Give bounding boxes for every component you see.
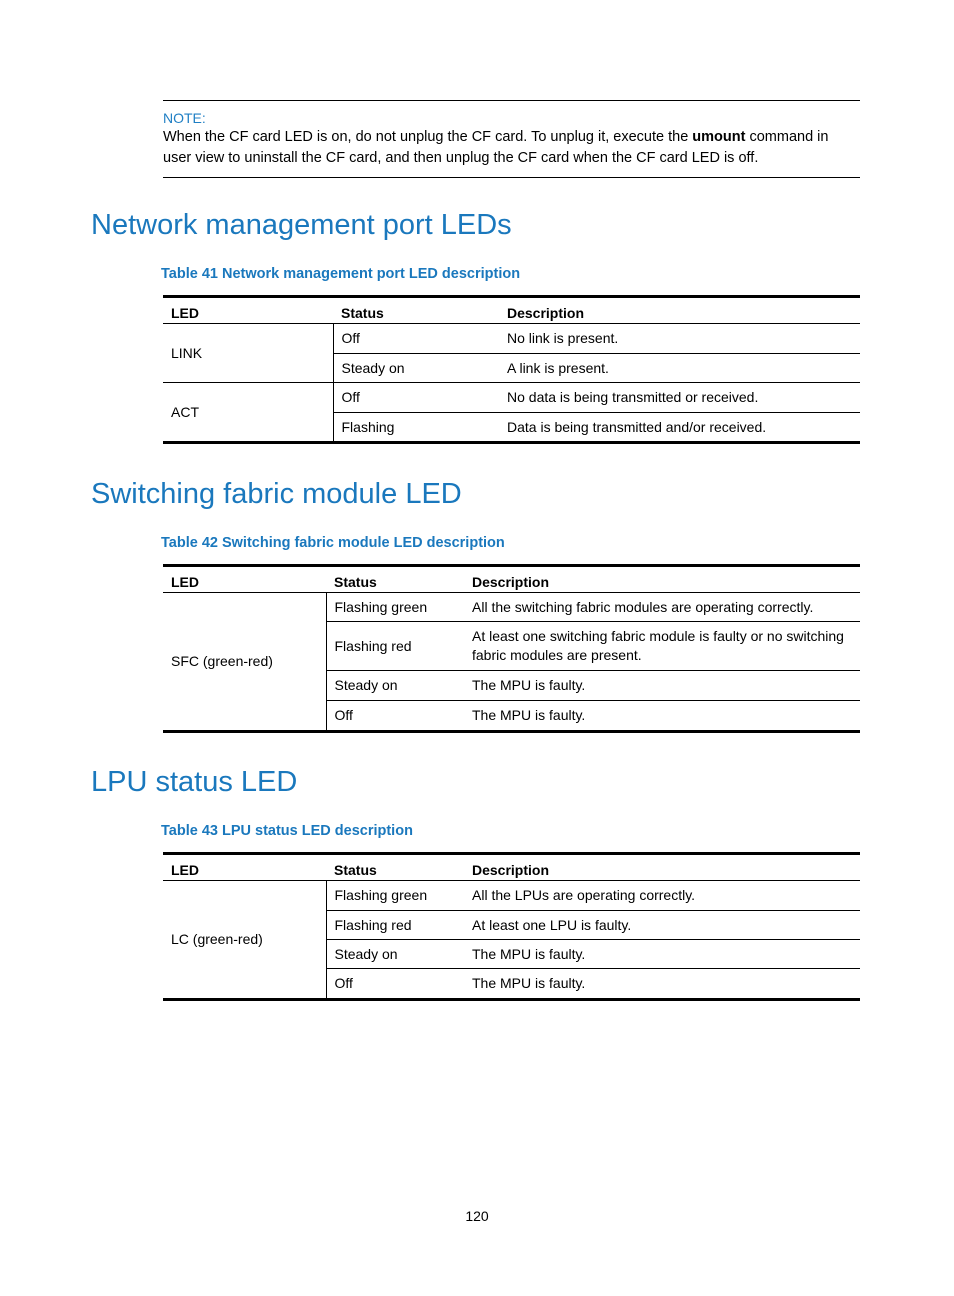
description-cell: The MPU is faulty.	[464, 671, 860, 701]
description-cell: Data is being transmitted and/or received.	[499, 413, 860, 443]
table-caption-41: Table 41 Network management port LED description	[161, 266, 521, 282]
note-text	[163, 127, 860, 169]
status-cell: Flashing	[333, 413, 499, 443]
status-cell: Off	[326, 969, 464, 1000]
led-cell: LC (green-red)	[163, 881, 326, 1000]
table-header-row	[163, 297, 860, 324]
note-text-after: command in user view to uninstall the CF card, and then unplug the CF card when the CF card LED is off.	[163, 129, 829, 166]
table-header-row	[163, 566, 860, 593]
status-cell: Flashing green	[326, 593, 464, 622]
table-caption-43: Table 43 LPU status LED description	[161, 823, 413, 839]
note-box	[163, 100, 860, 178]
section-heading-network-management: Network management port LEDs	[91, 209, 512, 241]
description-cell: The MPU is faulty.	[464, 701, 860, 732]
page-number: 120	[465, 1208, 489, 1224]
table-row	[163, 324, 860, 354]
table-43	[163, 852, 860, 1001]
table-42	[163, 564, 860, 733]
status-cell: Off	[333, 383, 499, 413]
description-cell: No link is present.	[499, 324, 860, 354]
col-header-description: Description	[499, 297, 860, 324]
status-cell: Steady on	[326, 671, 464, 701]
led-cell: SFC (green-red)	[163, 593, 326, 732]
note-text-before: When the CF card LED is on, do not unplug the CF card. To unplug it, execute the	[163, 129, 693, 145]
status-cell: Off	[326, 701, 464, 732]
description-cell: The MPU is faulty.	[464, 969, 860, 1000]
table-41	[163, 295, 860, 444]
status-cell: Steady on	[326, 940, 464, 969]
description-cell: At least one switching fabric module is faulty or no switching fabric modules are present.	[464, 622, 860, 671]
table-caption-42: Table 42 Switching fabric module LED description	[161, 535, 505, 551]
led-cell: LINK	[163, 324, 333, 383]
led-cell: ACT	[163, 383, 333, 443]
col-header-description: Description	[464, 566, 860, 593]
col-header-status: Status	[326, 854, 464, 881]
table-header-row	[163, 854, 860, 881]
status-cell: Steady on	[333, 354, 499, 383]
description-cell: The MPU is faulty.	[464, 940, 860, 969]
col-header-led: LED	[163, 566, 326, 593]
table-row	[163, 593, 860, 622]
table-row	[163, 881, 860, 911]
description-cell: All the LPUs are operating correctly.	[464, 881, 860, 911]
status-cell: Flashing red	[326, 911, 464, 940]
status-cell: Flashing green	[326, 881, 464, 911]
status-cell: Off	[333, 324, 499, 354]
col-header-status: Status	[333, 297, 499, 324]
col-header-status: Status	[326, 566, 464, 593]
description-cell: At least one LPU is faulty.	[464, 911, 860, 940]
status-cell: Flashing red	[326, 622, 464, 671]
note-command: umount	[692, 129, 746, 145]
table-row	[163, 383, 860, 413]
col-header-led: LED	[163, 854, 326, 881]
col-header-led: LED	[163, 297, 333, 324]
col-header-description: Description	[464, 854, 860, 881]
description-cell: No data is being transmitted or received.	[499, 383, 860, 413]
description-cell: A link is present.	[499, 354, 860, 383]
section-heading-lpu-status: LPU status LED	[91, 766, 298, 798]
note-label: NOTE:	[163, 110, 206, 126]
description-cell: All the switching fabric modules are operating correctly.	[464, 593, 860, 622]
section-heading-switching-fabric: Switching fabric module LED	[91, 478, 462, 510]
